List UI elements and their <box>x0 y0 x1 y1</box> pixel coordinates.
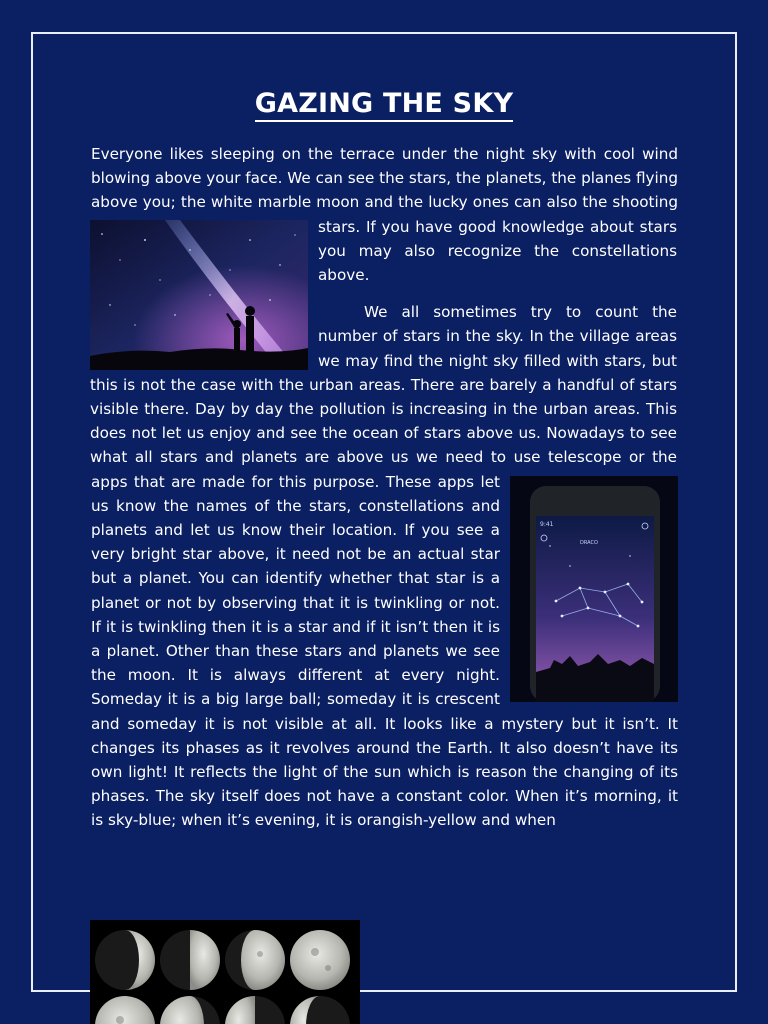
moon-phases-image <box>90 920 360 1024</box>
article-title-wrap <box>0 88 768 119</box>
phone-status-time: 9:41 <box>540 521 554 528</box>
article-title: GAZING THE SKY <box>255 88 513 122</box>
float-spacer <box>677 219 678 474</box>
paragraph-1: Everyone likes sleeping on the terrace under the night sky with cool wind blowing above your face. We can see the stars, the planets, the planes flying above you; the white marble moon and the lucky ones can also the shooting stars. If you have good knowledge about stars you may also recognize the constellations above. <box>91 145 678 285</box>
paragraph-2: We all sometimes try to count the number of stars in the sky. In the village areas we may find the night sky filled with stars, but this is not the case with the urban areas. There are barely a handful of stars visible there. Day by day the pollution is increasing in the urban areas. This does not let us enjoy and see the ocean of stars above us. Nowadays to see what all stars and planets are above us we need to use telescope or the apps that are made for this purpose. These apps let us know the names of the stars, constellations and planets and let us know their location. If you see a very bright star above, it need not be an actual star but a planet. You can identify whether that star is a planet or not by observing that it is twinkling or not. If it is twinkling then it is a star and if it isn’t then it is a planet. Other than these stars and planets we see the moon. It is always different at every night. Someday it is a big large ball; someday it is crescent and someday it is not visible at all. It looks like a mystery but it isn’t. It changes its phases as it revolves around the Earth. It also doesn’t have its own light! It reflects the light of the sun which is reason the changing of its phases. The sky itself does not have a constant color. When it’s morning, it is sky-blue; when it’s evening, it is orangish-yellow and when <box>90 303 678 830</box>
phone-constellation-label: DRACO <box>580 540 598 546</box>
stargazing-app-phone-image <box>510 476 678 702</box>
article-body <box>90 142 678 1024</box>
milky-way-image <box>90 220 308 370</box>
